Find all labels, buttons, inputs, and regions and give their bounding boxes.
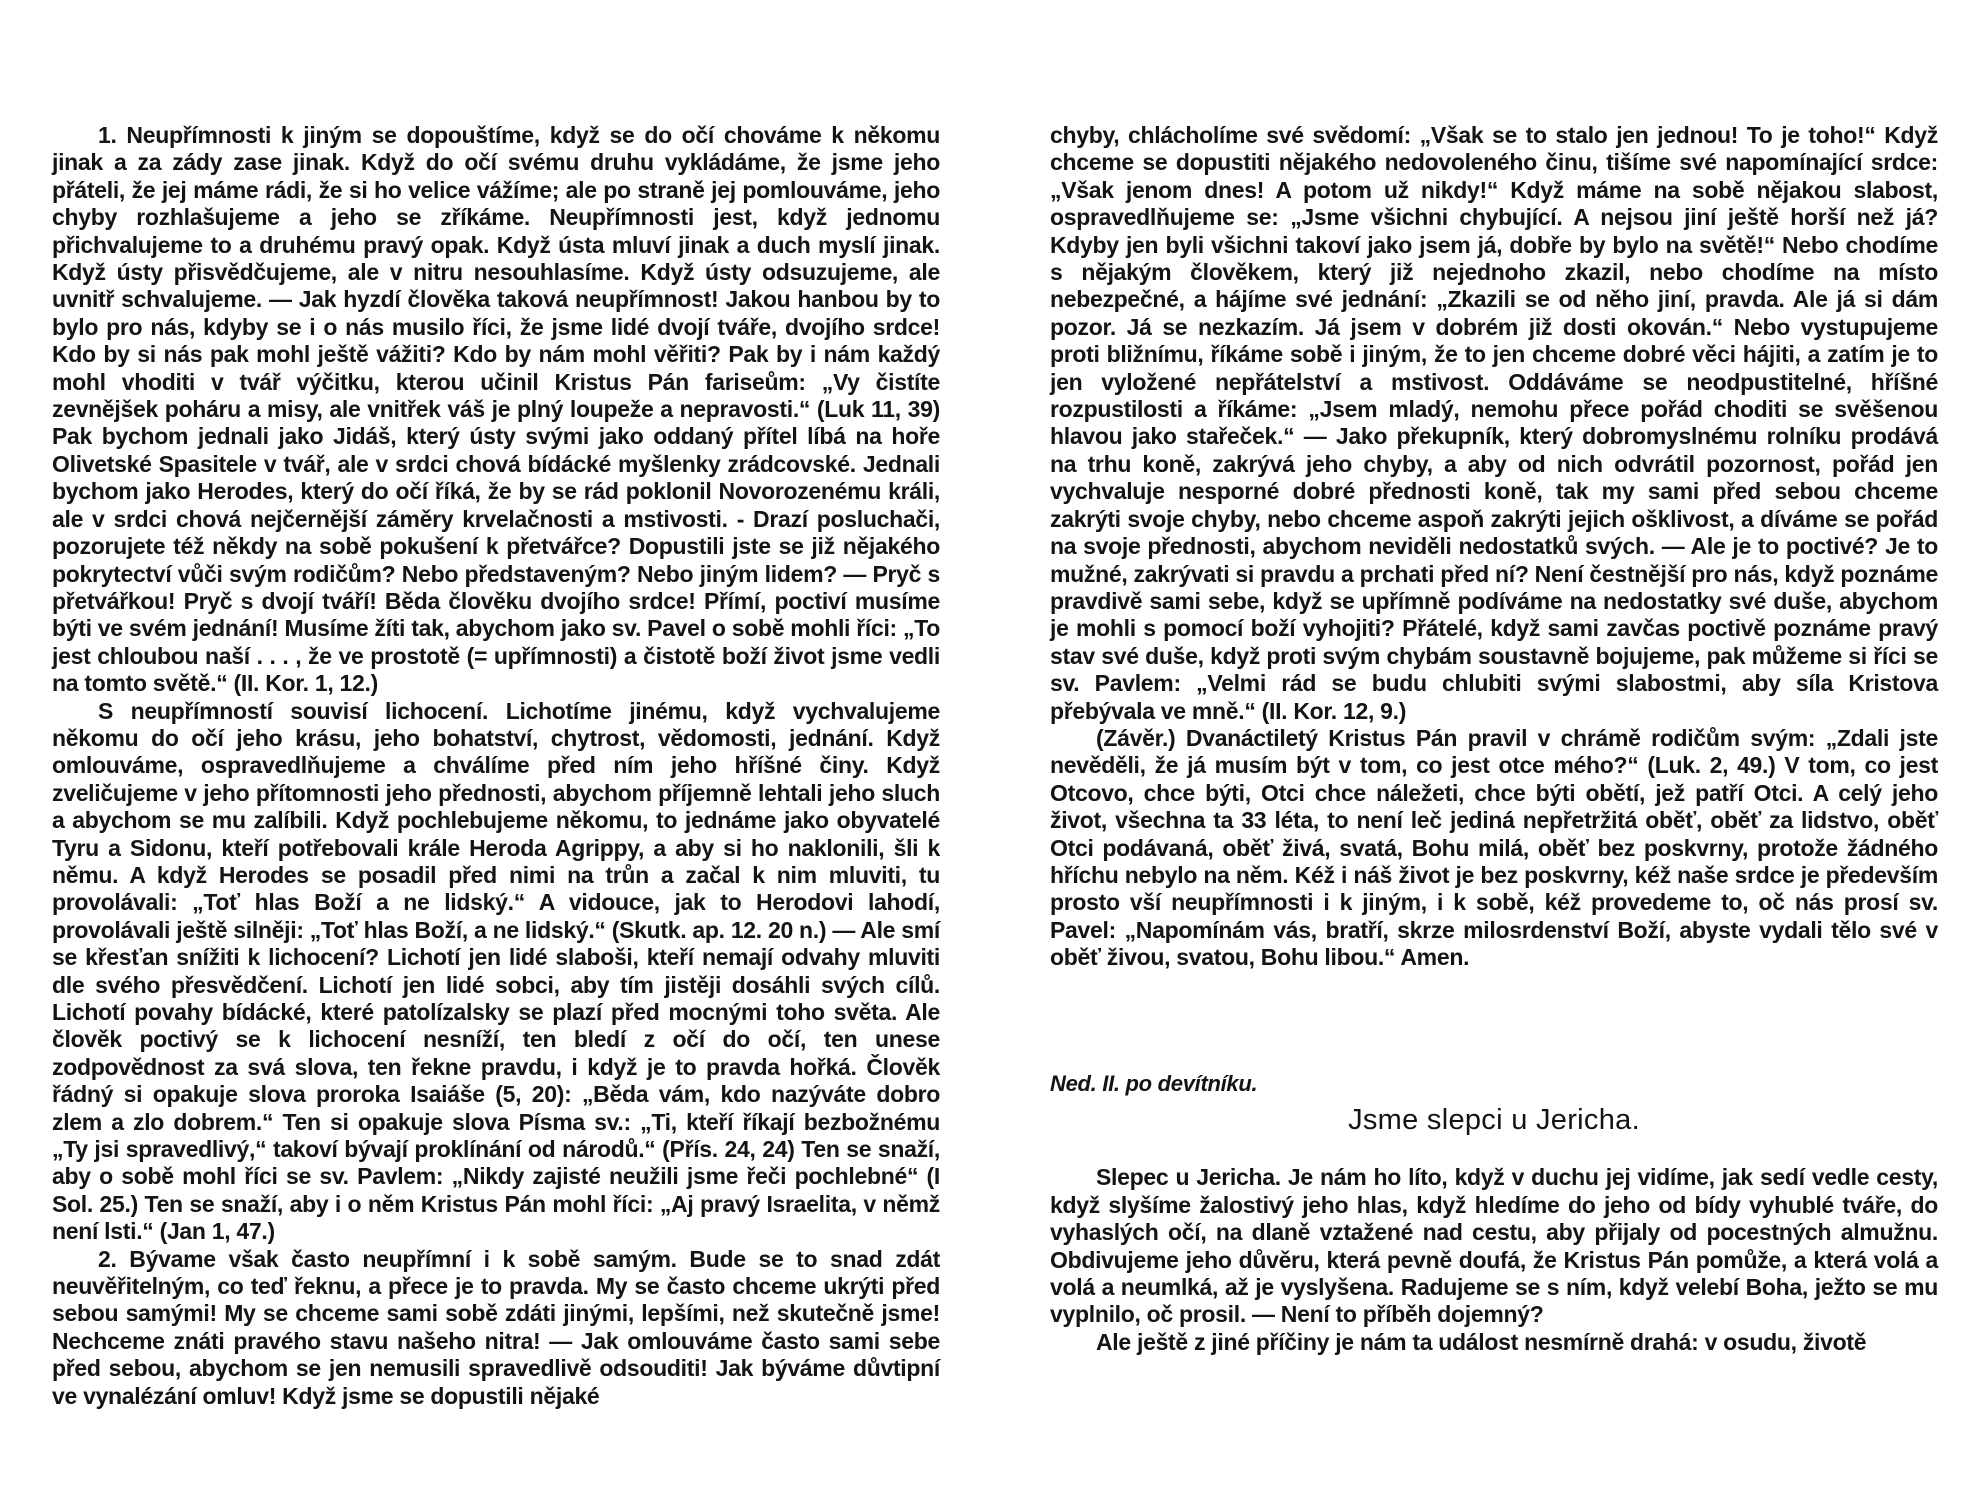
paragraph-ale-jeste: Ale ještě z jiné příčiny je nám ta událost nesmírně drahá: v osudu, životě [1096, 1328, 1867, 1355]
section-title: Jsme slepci u Jericha. [1348, 1104, 1640, 1136]
paragraph-lichoceni: S neupřímností souvisí lichocení. Lichotíme jinému, když vychvalujeme někomu do očí jeho krásu, jeho bohatství, chytrost, vědomosti, jednání. Když omlouváme, ospravedlňujeme a chválíme před ním jeho hříšné činy. Když zveličujeme v jeho přítomnosti jeho přednosti, abychom příjemně lehtali jeho sluch a abychom se mu zalíbili. Když pochlebujeme někomu, to jednáme jako obyvatelé Tyru a Sidonu, kteří potřebovali krále Heroda Agrippy, a aby si ho naklonili, šli k němu. A když Herodes se posadil před nimi na trůn a začal k nim mluviti, tu provolávali: „Toť hlas Boží a ne lidský.“ A vidouce, jak to Herodovi lahodí, provolávali ještě silněji: „Toť hlas Boží, a ne lidský.“ (Skutk. ap. 12. 20 n.) — Ale smí se křesťan snížiti k lichocení? Lichotí jen lidé slaboši, kteří nemají odvahy mluviti dle svého přesvědčení. Lichotí jen lidé sobci, aby tím jistěji dosáhli svých cílů. Lichotí povahy bídácké, které patolízalsky se plazí před mocnými toho světa. Ale člověk poctivý se k lichocení nesníží, ten bledí z očí do očí, ten unese zodpovědnost za svá slova, ten řekne pravdu, i když je to pravda hořká. Člověk řádný si opakuje slova proroka Isaiáše (5, 20): „Běda vám, kdo nazýváte dobro zlem a zlo dobrem.“ Ten si opakuje slova Písma sv.: „Ti, kteří říkají bezbožnému „Ty jsi spravedlivý,“ takoví bývají proklínání od národů.“ (Přís. 24, 24) Ten se snaží, aby o sobě mohl říci se sv. Pavlem: „Nikdy zajisté neužili jsme řeči pochlebné“ (I Sol. 25.) Ten se snaží, aby i o něm Kristus Pán mohl říci: „Aj pravý Israelita, v němž není lsti.“ (Jan 1, 47.) [52, 697, 940, 1245]
section-subheading: Ned. II. po devítníku. [1050, 1070, 1258, 1096]
paragraph-continued: chyby, chlácholíme své svědomí: „Však se to stalo jen jednou! To je toho!“ Když chceme se dopustiti nějakého nedovoleného činu, tišíme své napomínající srdce: „Však jenom dnes! A potom už nikdy!“ Když máme na sobě nějakou slabost, ospravedlňujeme se: „Jsme všichni chybující. A nejsou jiní ještě horší než já? Kdyby jen byli všichni takoví jako jsem já, dobře by bylo na světě!“ Nebo chodíme s nějakým člověkem, který již nejednoho zkazil, nebo chodíme na místo nebezpečné, a hájíme své jednání: „Zkazili se od něho jiní, pravda. Ale já si dám pozor. Já se nezkazím. Já jsem v dobrém již dosti okován.“ Nebo vystupujeme proti bližnímu, říkáme sobě i jiným, že to jen chceme dobré věci hájiti, a zatím je to jen vyložené nepřátelství a mstivost. Oddáváme se neodpustitelné, hříšné rozpustilosti a říkáme: „Jsem mladý, nemohu přece pořád choditi se svěšenou hlavou jako stařeček.“ — Jako překupník, který dobromyslnému rolníku prodává na trhu koně, zakrývá jeho chyby, a aby od nich odvrátil pozornost, pořád jen vychvaluje nesporné dobré přednosti koně, tak my sami před sebou chceme zakrýti svoje chyby, nebo chceme aspoň zakrýti jejich ošklivost, a díváme se pořád na svoje přednosti, abychom neviděli nedostatků svých. — Ale je to poctivé? Je to mužné, zakrývati si pravdu a prchati před ní? Není čestnější pro nás, když poznáme pravdivě sami sebe, když se upřímně podíváme na nedostatky své duše, abychom je mohli s pomocí boží vyhojiti? Přátelé, když sami zavčas poctivě poznáme pravý stav své duše, když proti svým chybám soustavně bojujeme, pak můžeme si říci se sv. Pavlem: „Velmi rád se budu chlubiti svými slabostmi, aby síla Kristova přebývala ve mně.“ (II. Kor. 12, 9.) [1050, 122, 1939, 724]
paragraph-neuprimnost-k-jinym: 1. Neupřímnosti k jiným se dopouštíme, když se do očí chováme k někomu jinak a za zády zase jinak. Když do očí svému druhu vykládáme, že jsme jeho přáteli, že jej máme rádi, že si ho velice vážíme; ale po straně jej pomlouváme, jeho chyby rozhlašujeme a jeho se zříkáme. Neupřímnosti jest, když jednomu přichvalujeme to a druhému pravý opak. Když ústa mluví jinak a duch myslí jinak. Když ústy přisvědčujeme, ale v nitru nesouhlasíme. Když ústy odsuzujeme, ale uvnitř schvalujeme. — Jak hyzdí člověka taková neupřímnost! Jakou hanbou by to bylo pro nás, kdyby se i o nás musilo říci, že jsme lidé dvojí tváře, dvojího srdce! Kdo by si nás pak mohl ještě vážiti? Kdo by nám mohl věřiti? Pak by i nám každý mohl vhoditi v tvář výčitku, kterou učinil Kristus Pán fariseům: „Vy čistíte zevnějšek poháru a misy, ale vnitřek váš je plný loupeže a nepravosti.“ (Luk 11, 39) Pak bychom jednali jako Jidáš, který ústy svými jako oddaný přítel líbá na hoře Olivetské Spasitele v tvář, ale v srdci chová bídácké myšlenky zrádcovské. Jednali bychom jako Herodes, který do očí říká, že by se rád poklonil Novorozenému králi, ale v srdci chová nejčernější záměry krvelačnosti a mstivosti. - Drazí posluchači, pozorujete též někdy na sobě pokušení k přetvářce? Dopustili jste se již nějakého pokrytectví vůči svým rodičům? Nebo představeným? Nebo jiným lidem? — Pryč s přetvářkou! Pryč s dvojí tváří! Běda člověku dvojího srdce! Přímí, poctiví musíme býti ve svém jednání! Musíme žíti tak, abychom jako sv. Pavel o sobě mohli říci: „To jest chloubou naší . . . , že ve prostotě (= upřímnosti) a čistotě boží život jsme vedli na tomto světě.“ (II. Kor. 1, 12.) [52, 122, 940, 697]
right-page [1050, 122, 1938, 1356]
paragraph-zaver: (Závěr.) Dvanáctiletý Kristus Pán pravil v chrámě rodičům svým: „Zdali jste nevěděli, že já musím být v tom, co jest otce mého?“ (Luk. 2, 49.) V tom, co jest Otcovo, chce býti, Otci chce náležeti, chce býti obětí, jež patří Otci. A celý jeho život, všechna ta 33 léta, to není leč jediná nepřetržitá oběť, oběť za lidstvo, oběť Otci podávaná, oběť živá, svatá, Bohu milá, oběť bez poskvrny, protože žádného hříchu nebylo na něm. Kéž i náš život je bez poskvrny, kéž naše srdce je především prosto vší neupřímnosti i k jiným, i k sobě, kéž provedeme to, oč nás prosí sv. Pavel: „Napomínám vás, bratří, skrze milosrdenství Boží, abyste vydali tělo své v oběť živou, svatou, Bohu libou.“ Amen. [1050, 724, 1938, 971]
paragraph-neuprimnost-k-sobe: 2. Bývame však často neupřímní i k sobě samým. Bude se to snad zdát neuvěřitelným, co teď řeknu, a přece je to pravda. My se často chceme ukrýti před sebou samými! My se chceme sami sobě zdáti jinými, lepšími, než skutečně jsme! Nechceme znáti pravého stavu našeho nitra! — Jak omlouváme často sami sebe před sebou, abychom se jen nemusili spravedlivě odsouditi! Jak býváme důvtipní ve vynalézání omluv! Když jsme se dopustili nějaké [52, 1245, 940, 1409]
paragraph-slepec: Slepec u Jericha. Je nám ho líto, když v duchu jej vidíme, jak sedí vedle cesty, když slyšíme žalostivý jeho hlas, když hledíme do jeho od bídy vyhublé tváře, do vyhaslých očí, na dlaně vztažené nad cestu, aby přijaly od pocestných almužnu. Obdivujeme jeho důvěru, která pevně doufá, že Kristus Pán pomůže, a která volá a volá a neumlká, až je vyslyšena. Radujeme se s ním, když velebí Boha, ježto se mu vyplnilo, oč prosil. — Není to příběh dojemný? [1050, 1164, 1938, 1328]
left-page [52, 122, 940, 1410]
